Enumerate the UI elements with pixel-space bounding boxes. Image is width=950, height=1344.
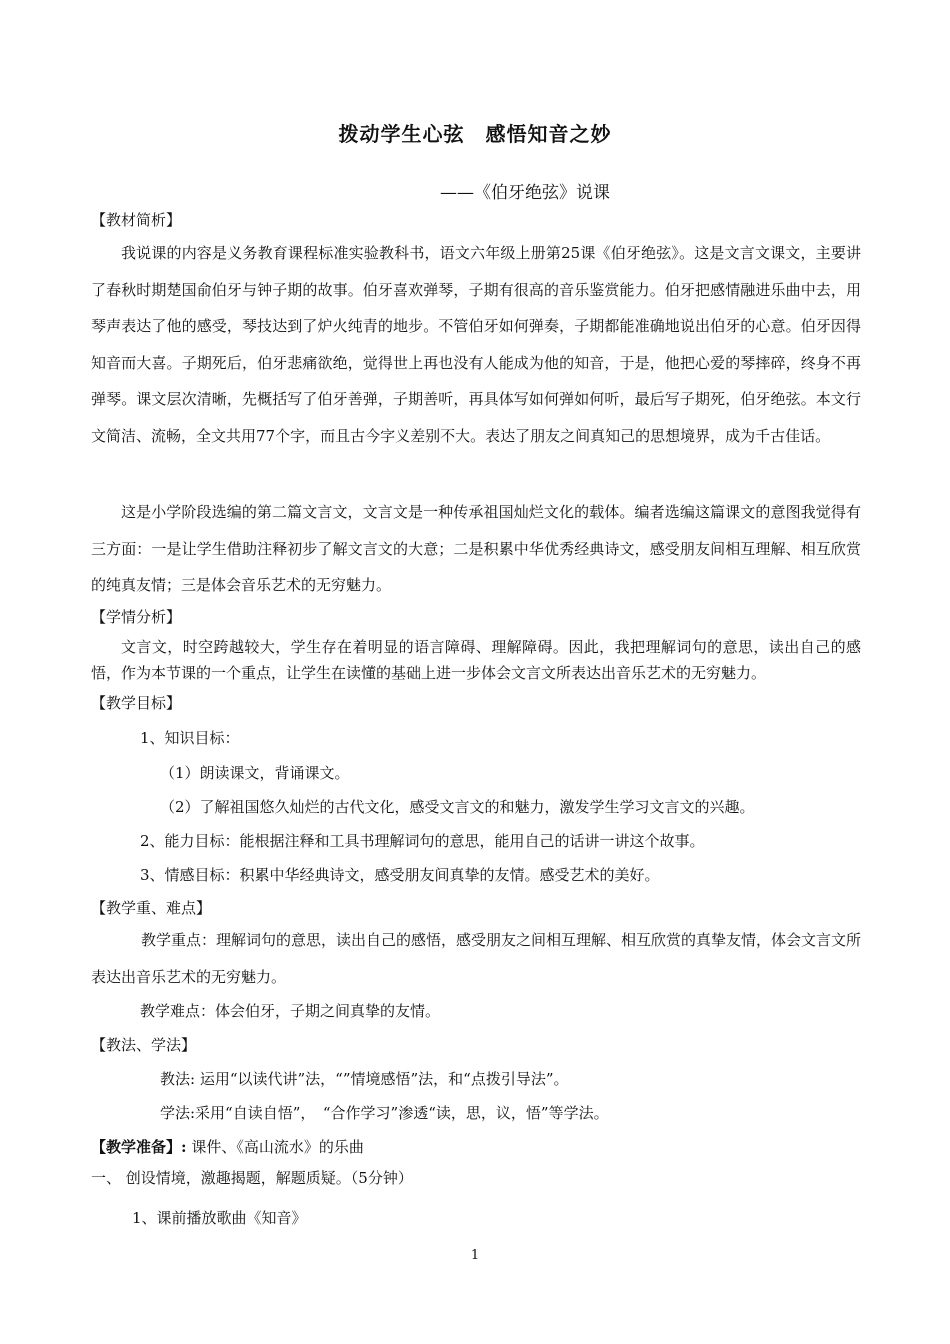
step-one-heading: 一、 创设情境，激趣揭题，解题质疑。（5分钟） [91,1169,413,1187]
section-heading-fangfa: 【教法、学法】 [91,1036,197,1054]
section-heading-zhongnan: 【教学重、难点】 [91,899,212,917]
section-heading-mubiao: 【教学目标】 [91,694,182,712]
paragraph-difficult-point: 教学难点：体会伯牙，子期之间真挚的友情。 [140,1002,441,1020]
paragraph-jiaocai-1: 我说课的内容是义务教育课程标准实验教科书，语文六年级上册第25课《伯牙绝弦》。这是文言文课文，主要讲了春秋时期楚国俞伯牙与钟子期的故事。伯牙喜欢弹琴，子期有很高的音乐鉴赏能力。伯牙把感情融进乐曲中去，用琴声表达了他的感受，琴技达到了炉火纯青的地步。不管伯牙如何弹奏，子期都能准确地说出伯牙的心意。伯牙因得知音而大喜。子期死后，伯牙悲痛欲绝，觉得世上再也没有人能成为他的知音，于是，他把心爱的琴摔碎，终身不再弹琴。课文层次清晰，先概括写了伯牙善弹，子期善听，再具体写如何弹如何听，最后写子期死，伯牙绝弦。本文行文简洁、流畅，全文共用77个字，而且古今字义差别不大。表达了朋友之间真知己的思想境界，成为千古佳话。 [91,244,861,445]
section-heading-jiaocai: 【教材简析】 [91,211,182,229]
goal-emotion: 3、情感目标：积累中华经典诗文，感受朋友间真挚的友情。感受艺术的美好。 [140,866,660,884]
teaching-method: 教法: 运用“以读代讲”法，“”情境感悟”法，和“点拨引导法”。 [160,1070,569,1088]
preparation-line [91,1136,364,1157]
step-one-item-1: 1、课前播放歌曲《知音》 [132,1209,307,1227]
page-title: 拨动学生心弦 感悟知音之妙 [338,122,612,146]
paragraph-jiaocai-2: 这是小学阶段选编的第二篇文言文，文言文是一种传承祖国灿烂文化的载体。编者选编这篇课文的意图我觉得有三方面：一是让学生借助注释初步了解文言文的大意；二是积累中华优秀经典诗文，感受朋友间相互理解、相互欣赏的纯真友情；三是体会音乐艺术的无穷魅力。 [91,503,861,594]
paragraph-key-point: 教学重点：理解词句的意思，读出自己的感悟，感受朋友之间相互理解、相互欣赏的真挚友情，体会文言文所表达出音乐艺术的无穷魅力。 [91,931,862,986]
goal-knowledge-1: （1）朗读课文，背诵课文。 [160,764,350,782]
goal-ability: 2、能力目标：能根据注释和工具书理解词句的意思，能用自己的话讲一讲这个故事。 [140,832,705,850]
learning-method: 学法:采用“自读自悟”， “合作学习”渗透“读，思，议，悟”等学法。 [160,1104,609,1122]
paragraph-xueqing: 文言文，时空跨越较大，学生存在着明显的语言障碍、理解障碍。因此，我把理解词句的意思，读出自己的感悟，作为本节课的一个重点，让学生在读懂的基础上进一步体会文言文所表达出音乐艺术的无穷魅力。 [91,638,861,682]
section-heading-zhunbei: 【教学准备】: [91,1138,187,1156]
section-heading-xueqing: 【学情分析】 [91,608,182,626]
goal-knowledge-2: （2）了解祖国悠久灿烂的古代文化，感受文言文的和魅力，激发学生学习文言文的兴趣。 [160,798,755,816]
goal-knowledge: 1、知识目标： [140,729,240,747]
preparation-text: 课件、《高山流水》的乐曲 [186,1138,364,1156]
page-number: 1 [470,1248,480,1263]
page-subtitle: ——《伯牙绝弦》说课 [440,183,610,203]
